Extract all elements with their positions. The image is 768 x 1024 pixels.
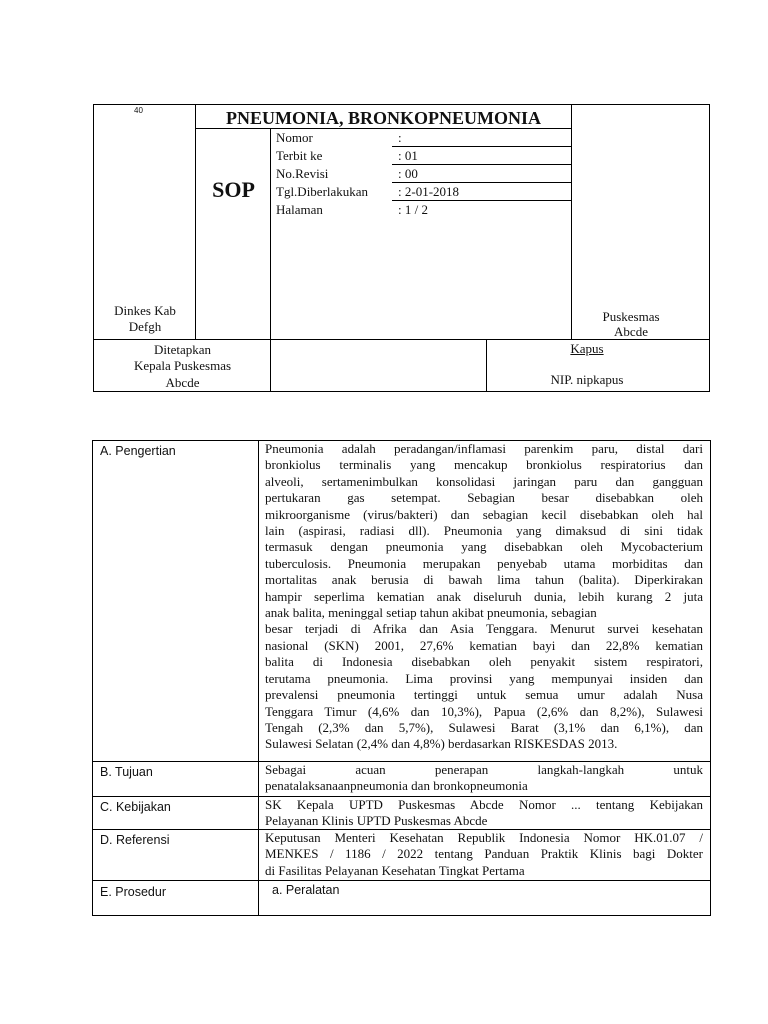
- meta-label-nomor: Nomor: [276, 130, 313, 145]
- meta-label-halaman: Halaman: [276, 202, 323, 217]
- text-line: pertukaran gas setempat. Sebagian besar disebabkan oleh: [265, 490, 703, 506]
- page-number: 40: [134, 106, 143, 115]
- nip-label: NIP. nipkapus: [550, 372, 624, 387]
- text-line: hampir seperlima kematian anak diseluruh dunia, lebih kurang 2 juta: [265, 588, 703, 604]
- section-d-text: [265, 830, 703, 879]
- section-e-item: a. Peralatan: [272, 883, 340, 897]
- meta-label-revisi: No.Revisi: [276, 166, 329, 181]
- ditetapkan-line1: Ditetapkan: [153, 342, 212, 357]
- text-line: Pelayanan Klinis UPTD Puskesmas Abcde: [265, 813, 488, 829]
- section-c-label: C. Kebijakan: [100, 800, 171, 814]
- text-line: prevalensi pneumonia tertinggi untuk semua umur adalah Nusa: [265, 687, 703, 703]
- sop-label: SOP: [212, 177, 255, 202]
- text-line: penatalaksanaanpneumonia dan bronkopneumonia: [265, 778, 528, 794]
- text-line: SK Kepala UPTD Puskesmas Abcde Nomor ... tentang Kebijakan: [265, 797, 703, 812]
- meta-value-halaman: : 1 / 2: [398, 202, 428, 217]
- text-line: besar terjadi di Afrika dan Asia Tenggara. Menurut survei kesehatan: [265, 621, 703, 637]
- text-line: mikroorganisme (virus/bakteri) dan sebagian kecil disebabkan oleh hal: [265, 506, 703, 522]
- ditetapkan-line3: Abcde: [165, 375, 200, 390]
- text-line: Tengah (2,3% dan 5,7%), Sulawesi Barat (3,1% dan 6,1%), dan: [265, 719, 703, 735]
- text-line: Tenggara Timur (4,6% dan 10,3%), Papua (2,6% dan 8,2%), Sulawesi: [265, 703, 703, 719]
- text-line: tuberculosis. Pneumonia merupakan penyebab utama morbiditas dan: [265, 555, 703, 571]
- text-line: di Fasilitas Pelayanan Kesehatan Tingkat Pertama: [265, 862, 525, 878]
- document-title: PNEUMONIA, BRONKOPNEUMONIA: [226, 108, 541, 128]
- section-c-text: [265, 797, 703, 830]
- text-line: anak balita, meninggal setiap tahun akibat pneumonia, sebagian: [265, 605, 597, 621]
- text-line: nasional (SKN) 2001, 27,6% kematian bayi dan 22,8% kematian: [265, 637, 703, 653]
- text-line: MENKES / 1186 / 2022 tentang Panduan Praktik Klinis bagi Dokter: [265, 846, 703, 862]
- section-a-label: A. Pengertian: [100, 444, 176, 458]
- text-line: balita di Indonesia disebabkan oleh penyakit sistem respiratori,: [265, 654, 703, 670]
- meta-value-terbit: : 01: [398, 148, 418, 163]
- meta-value-revisi: : 00: [398, 166, 418, 181]
- meta-label-terbit: Terbit ke: [276, 148, 323, 163]
- text-line: Sebagai acuan penerapan langkah-langkah untuk: [265, 762, 703, 777]
- section-e-label: E. Prosedur: [100, 885, 167, 899]
- ditetapkan-line2: Kepala Puskesmas: [133, 358, 232, 373]
- text-line: Keputusan Menteri Kesehatan Republik Indonesia Nomor HK.01.07 /: [265, 830, 703, 845]
- text-line: terutama pneumonia. Lima provinsi yang mempunyai insiden dan: [265, 670, 703, 686]
- section-a-text: [265, 441, 703, 753]
- right-org-line1: Puskesmas: [602, 309, 660, 324]
- right-org-line2: Abcde: [614, 324, 648, 339]
- meta-value-nomor: :: [398, 130, 402, 145]
- left-org-line1: Dinkes Kab: [114, 303, 176, 318]
- text-line: Sulawesi Selatan (2,4% dan 4,8%) berdasarkan RISKESDAS 2013.: [265, 736, 618, 752]
- kapus-label: Kapus: [570, 341, 604, 356]
- text-line: lain (aspirasi, radiasi dll). Pneumonia yang dimaksud di sini tidak: [265, 523, 703, 539]
- left-org-line2: Defgh: [128, 319, 162, 334]
- section-d-label: D. Referensi: [100, 833, 170, 847]
- text-line: bronkiolus terminalis yang mencakup bronkiolus respiratorius dan: [265, 457, 703, 473]
- text-line: alveoli, sertamenimbulkan konsolidasi jaringan paru dan gangguan: [265, 473, 703, 489]
- text-line: Pneumonia adalah peradangan/inflamasi parenkim paru, distal dari: [265, 441, 703, 456]
- meta-value-tanggal: : 2-01-2018: [398, 184, 460, 199]
- section-b-text: [265, 762, 703, 795]
- text-line: termasuk dengan pneumonia yang disebabkan oleh Mycobacterium: [265, 539, 703, 555]
- text-line: mortalitas anak berusia di bawah lima tahun (balita). Diperkirakan: [265, 572, 703, 588]
- meta-label-tanggal: Tgl.Diberlakukan: [276, 184, 369, 199]
- section-b-label: B. Tujuan: [100, 765, 153, 779]
